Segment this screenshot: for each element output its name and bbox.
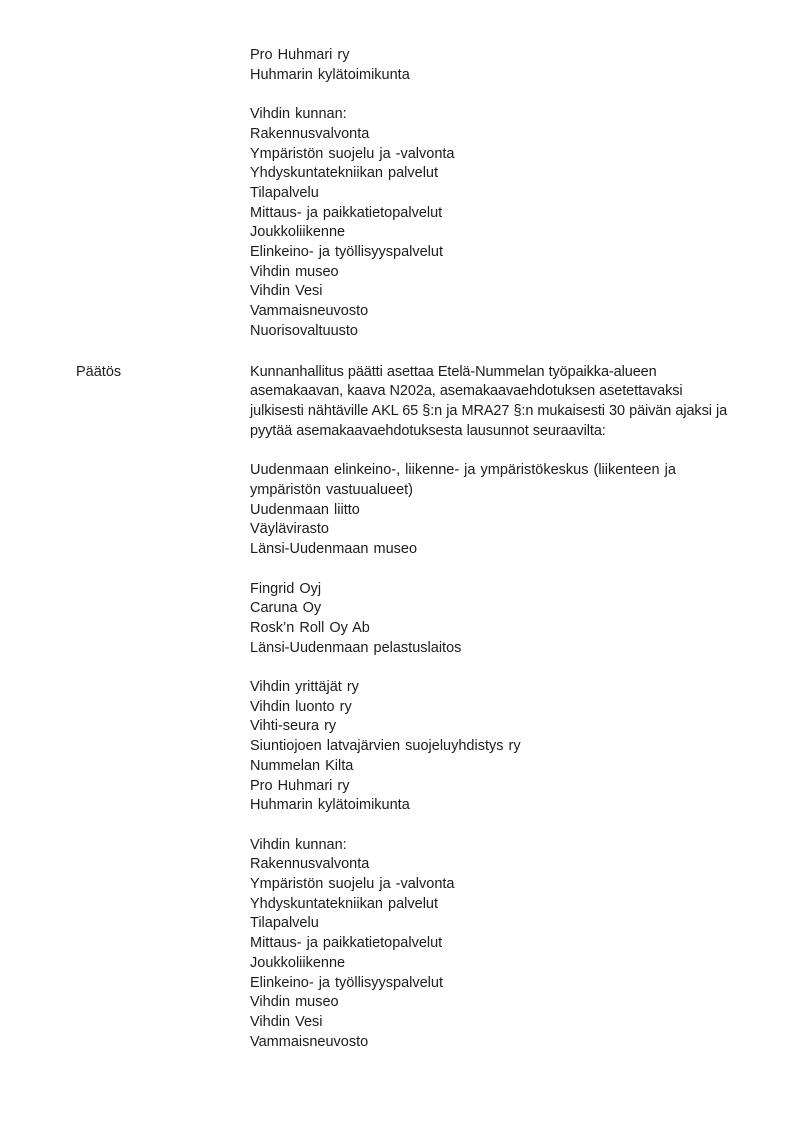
text-line: Vihdin kunnan: — [250, 106, 347, 123]
text-line: Vihdin Vesi — [250, 1013, 323, 1030]
text-line: Yhdyskuntatekniikan palvelut — [250, 165, 439, 182]
decision-section — [76, 363, 746, 1053]
text-line: Huhmarin kylätoimikunta — [250, 66, 410, 83]
text-line: Siuntiojoen latvajärvien suojeluyhdistys ry — [250, 738, 521, 755]
text-line: Vihdin museo — [250, 263, 339, 280]
text-line: Nummelan Kilta — [250, 757, 354, 774]
text-line: Vammaisneuvosto — [250, 303, 369, 320]
text-line: Mittaus- ja paikkatietopalvelut — [250, 935, 443, 952]
text-line: Vihdin kunnan: — [250, 836, 347, 853]
text-line: Vihdin yrittäjät ry — [250, 679, 359, 696]
text-line: Elinkeino- ja työllisyyspalvelut — [250, 244, 443, 261]
text-line: Uudenmaan elinkeino-, liikenne- ja ympäristökeskus (liikenteen ja — [250, 462, 676, 479]
text-line: Rakennusvalvonta — [250, 125, 370, 142]
recipients-list-decision — [250, 461, 746, 1052]
decision-paragraph — [250, 363, 746, 442]
recipient-group — [250, 46, 746, 85]
recipients-list-top — [250, 46, 746, 342]
text-line: Caruna Oy — [250, 600, 322, 617]
text-line: Ympäristön suojelu ja -valvonta — [250, 145, 455, 162]
recipient-group — [250, 580, 746, 659]
text-line: julkisesti nähtäville AKL 65 §:n ja MRA27 §:n mukaisesti 30 päivän ajaksi ja — [250, 402, 728, 419]
recipient-group — [250, 105, 746, 341]
text-line: Vihdin museo — [250, 994, 339, 1011]
recipient-group — [250, 836, 746, 1053]
text-line: Länsi-Uudenmaan museo — [250, 541, 418, 558]
text-line: pyytää asemakaavaehdotuksesta lausunnot seuraavilta: — [250, 422, 606, 439]
decision-label: Päätös — [76, 363, 122, 380]
text-line: ympäristön vastuualueet) — [250, 482, 413, 499]
text-line: Rosk’n Roll Oy Ab — [250, 619, 370, 636]
continuation-section — [76, 46, 746, 342]
text-line: Pro Huhmari ry — [250, 777, 350, 794]
text-line: Huhmarin kylätoimikunta — [250, 797, 410, 814]
text-line: Vihti-seura ry — [250, 718, 337, 735]
text-line: Tilapalvelu — [250, 915, 319, 932]
text-line: Tilapalvelu — [250, 184, 319, 201]
text-line: Länsi-Uudenmaan pelastuslaitos — [250, 639, 462, 656]
text-line: Mittaus- ja paikkatietopalvelut — [250, 204, 443, 221]
text-line: Joukkoliikenne — [250, 224, 346, 241]
text-line: Vihdin Vesi — [250, 283, 323, 300]
recipient-group — [250, 461, 746, 560]
recipient-group — [250, 678, 746, 816]
text-line: Uudenmaan liitto — [250, 501, 360, 518]
text-line: Väylävirasto — [250, 521, 329, 538]
text-line: Kunnanhallitus päätti asettaa Etelä-Nummelan työpaikka-alueen — [250, 363, 657, 380]
text-line: Elinkeino- ja työllisyyspalvelut — [250, 974, 443, 991]
text-line: Nuorisovaltuusto — [250, 322, 358, 339]
text-line: Pro Huhmari ry — [250, 47, 350, 63]
text-line: Vammaisneuvosto — [250, 1033, 369, 1050]
text-line: asemakaavan, kaava N202a, asemakaavaehdotuksen asetettavaksi — [250, 383, 683, 400]
text-line: Joukkoliikenne — [250, 954, 346, 971]
text-line: Rakennusvalvonta — [250, 856, 370, 873]
text-line: Ympäristön suojelu ja -valvonta — [250, 876, 455, 893]
text-line: Yhdyskuntatekniikan palvelut — [250, 895, 439, 912]
text-line: Fingrid Oyj — [250, 580, 322, 597]
decision-content — [250, 363, 746, 1053]
text-line: Vihdin luonto ry — [250, 698, 352, 715]
